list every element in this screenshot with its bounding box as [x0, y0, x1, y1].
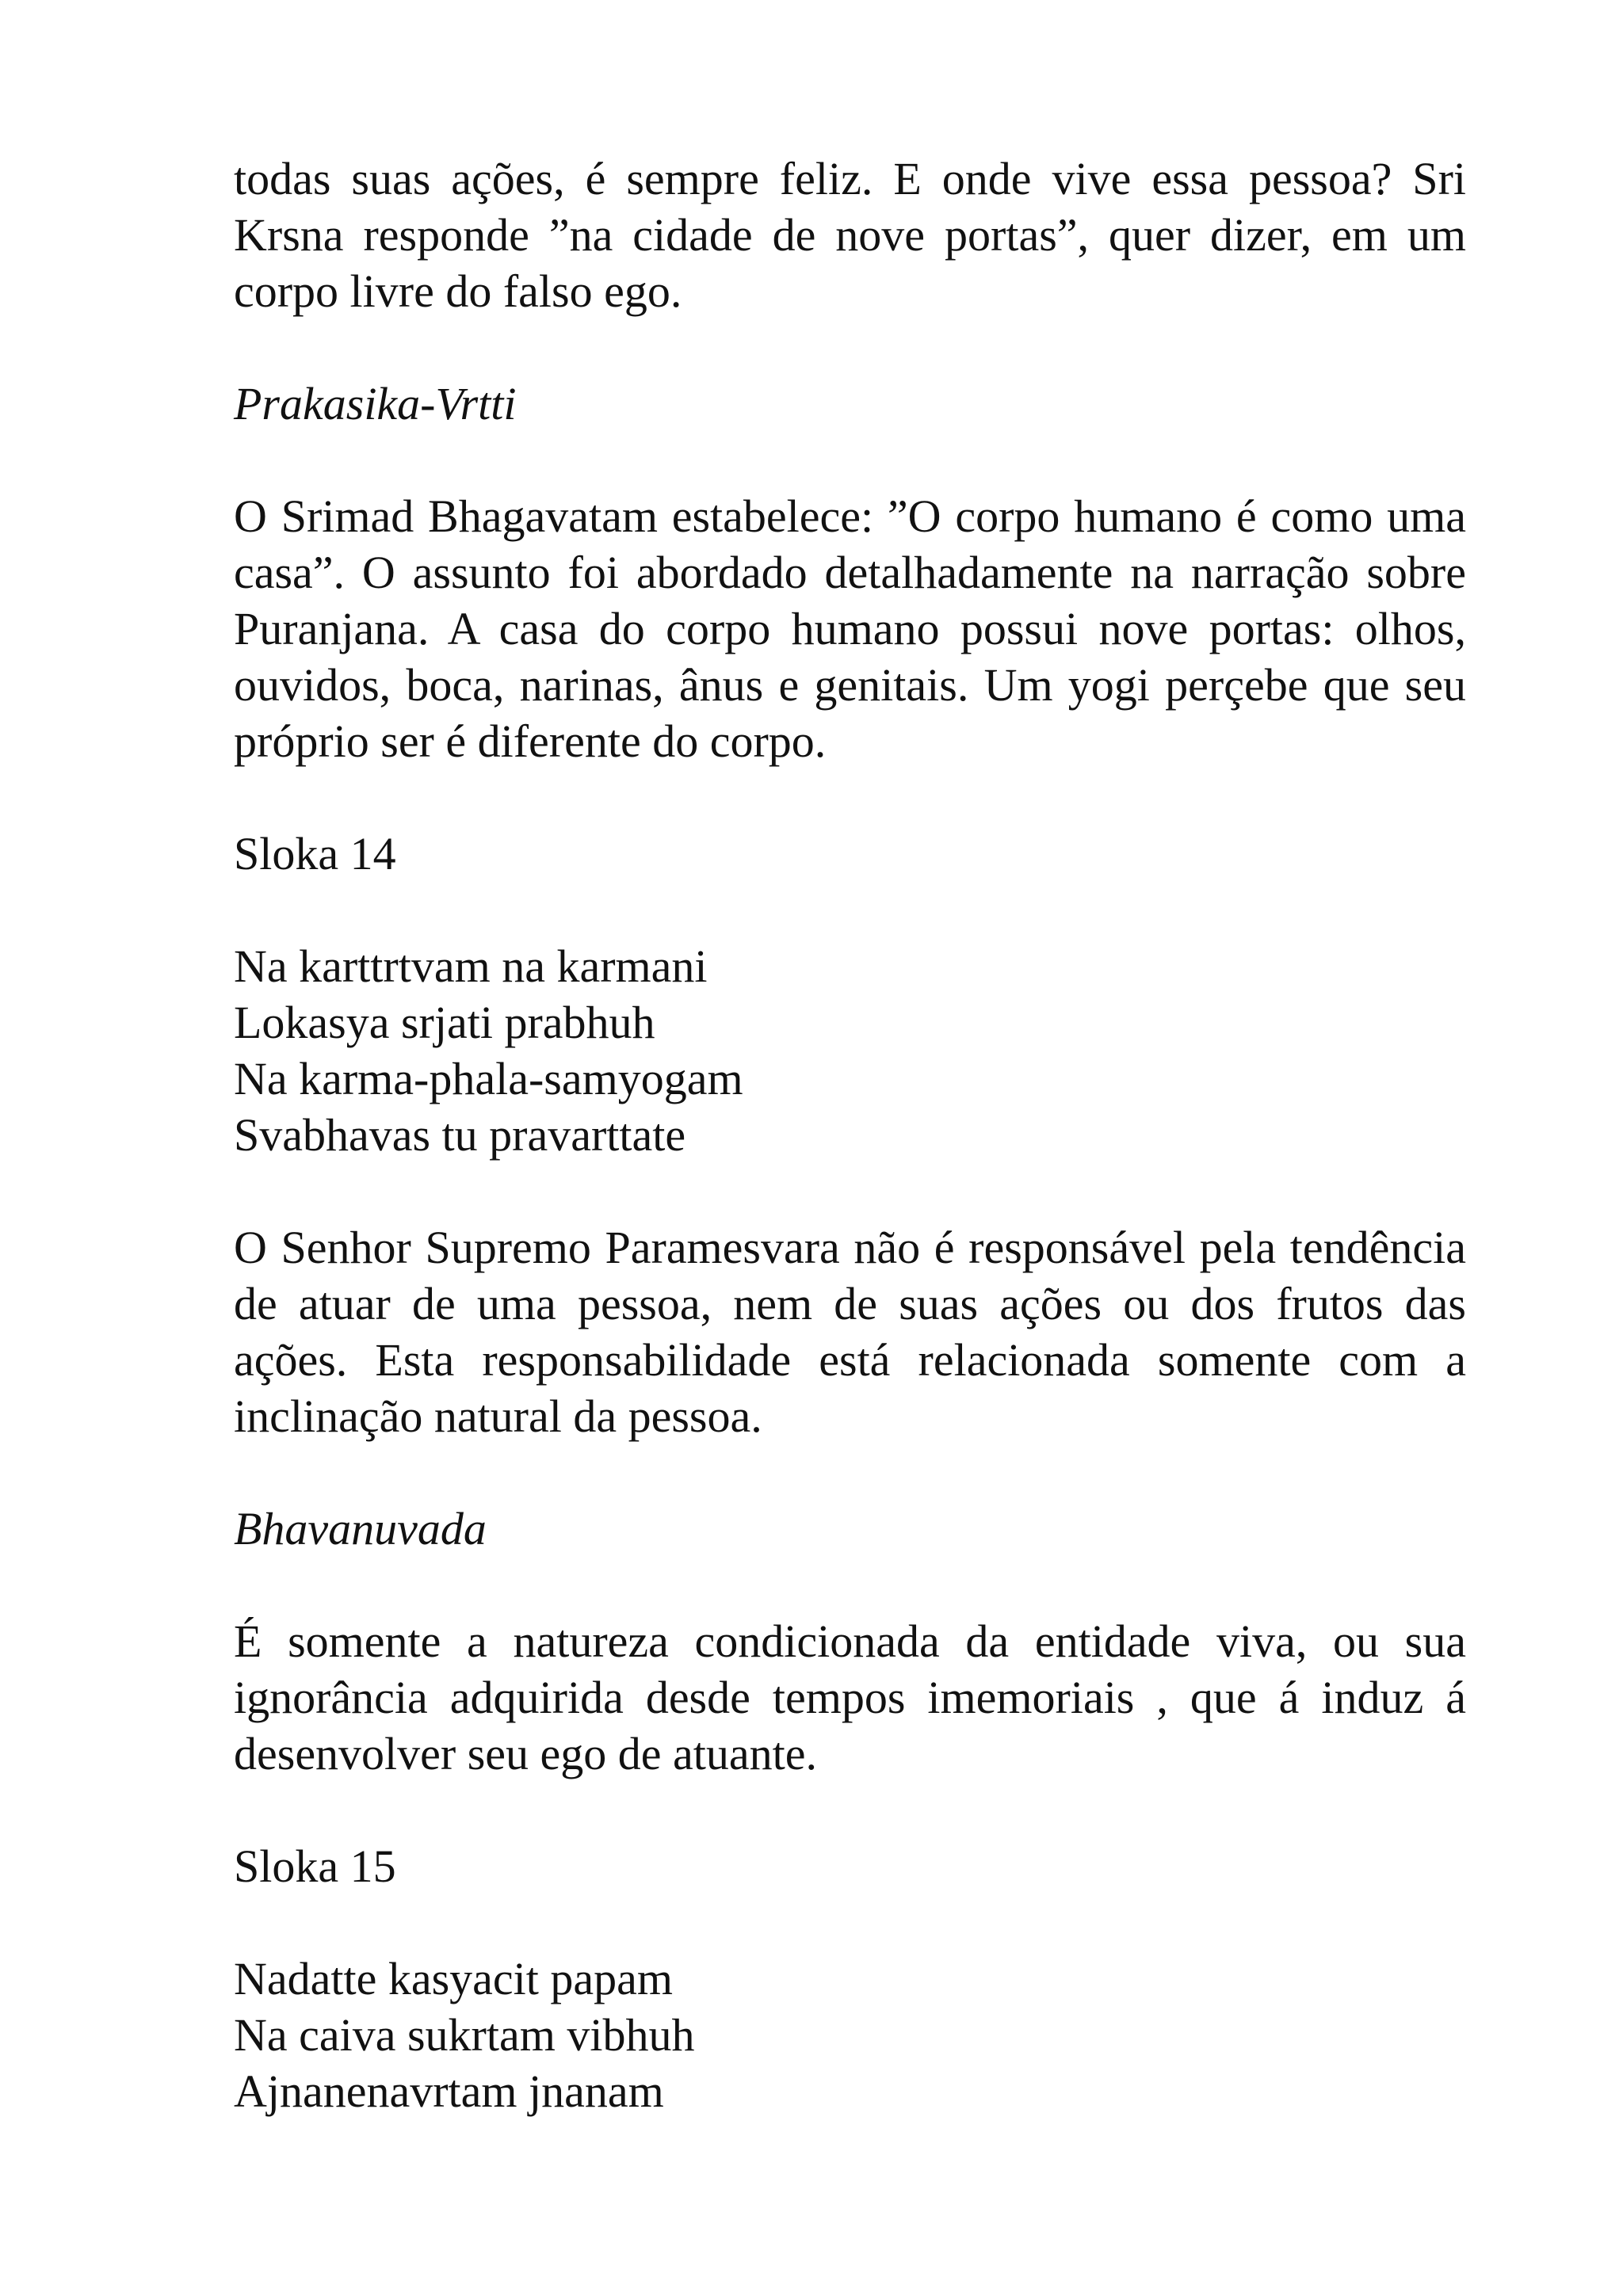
verse-line: Na caiva sukrtam vibhuh — [234, 2009, 695, 2061]
heading-sloka-14: Sloka 14 — [234, 828, 396, 879]
paragraph-translation-14: O Senhor Supremo Paramesvara não é responsável pela tendência de atuar de uma pessoa, nem de suas ações ou dos frutos das ações. Esta responsabilidade está relacionada somente com a inclinação natural da pessoa. — [234, 1222, 1466, 1442]
verse-line: Na karma-phala-samyogam — [234, 1053, 743, 1104]
verse-line: Nadatte kasyacit papam — [234, 1953, 673, 2004]
heading-prakasika-vrtti: Prakasika-Vrtti — [234, 378, 517, 429]
verse-sloka-15 — [234, 1951, 1466, 2119]
document-page — [234, 151, 1466, 2119]
verse-line: Na karttrtvam na karmani — [234, 940, 708, 992]
verse-sloka-14 — [234, 938, 1466, 1163]
paragraph-intro: todas suas ações, é sempre feliz. E onde vive essa pessoa? Sri Krsna responde ”na cidade de nove portas”, quer dizer, em um corpo livre do falso ego. — [234, 153, 1466, 317]
paragraph-bhavanuvada: É somente a natureza condicionada da entidade viva, ou sua ignorância adquirida desde tempos imemoriais , que á induz á desenvolver seu ego de atuante. — [234, 1615, 1466, 1779]
heading-bhavanuvada: Bhavanuvada — [234, 1503, 487, 1554]
verse-line: Ajnanenavrtam jnanam — [234, 2065, 664, 2117]
paragraph-prakasika: O Srimad Bhagavatam estabelece: ”O corpo humano é como uma casa”. O assunto foi abordado detalhadamente na narração sobre Puranjana. A casa do corpo humano possui nove portas: olhos, ouvidos, boca, narinas, ânus e genitais. Um yogi perçebe que seu próprio ser é diferente do corpo. — [234, 490, 1466, 767]
heading-sloka-15: Sloka 15 — [234, 1840, 396, 1892]
verse-line: Lokasya srjati prabhuh — [234, 997, 655, 1048]
verse-line: Svabhavas tu pravarttate — [234, 1109, 686, 1161]
